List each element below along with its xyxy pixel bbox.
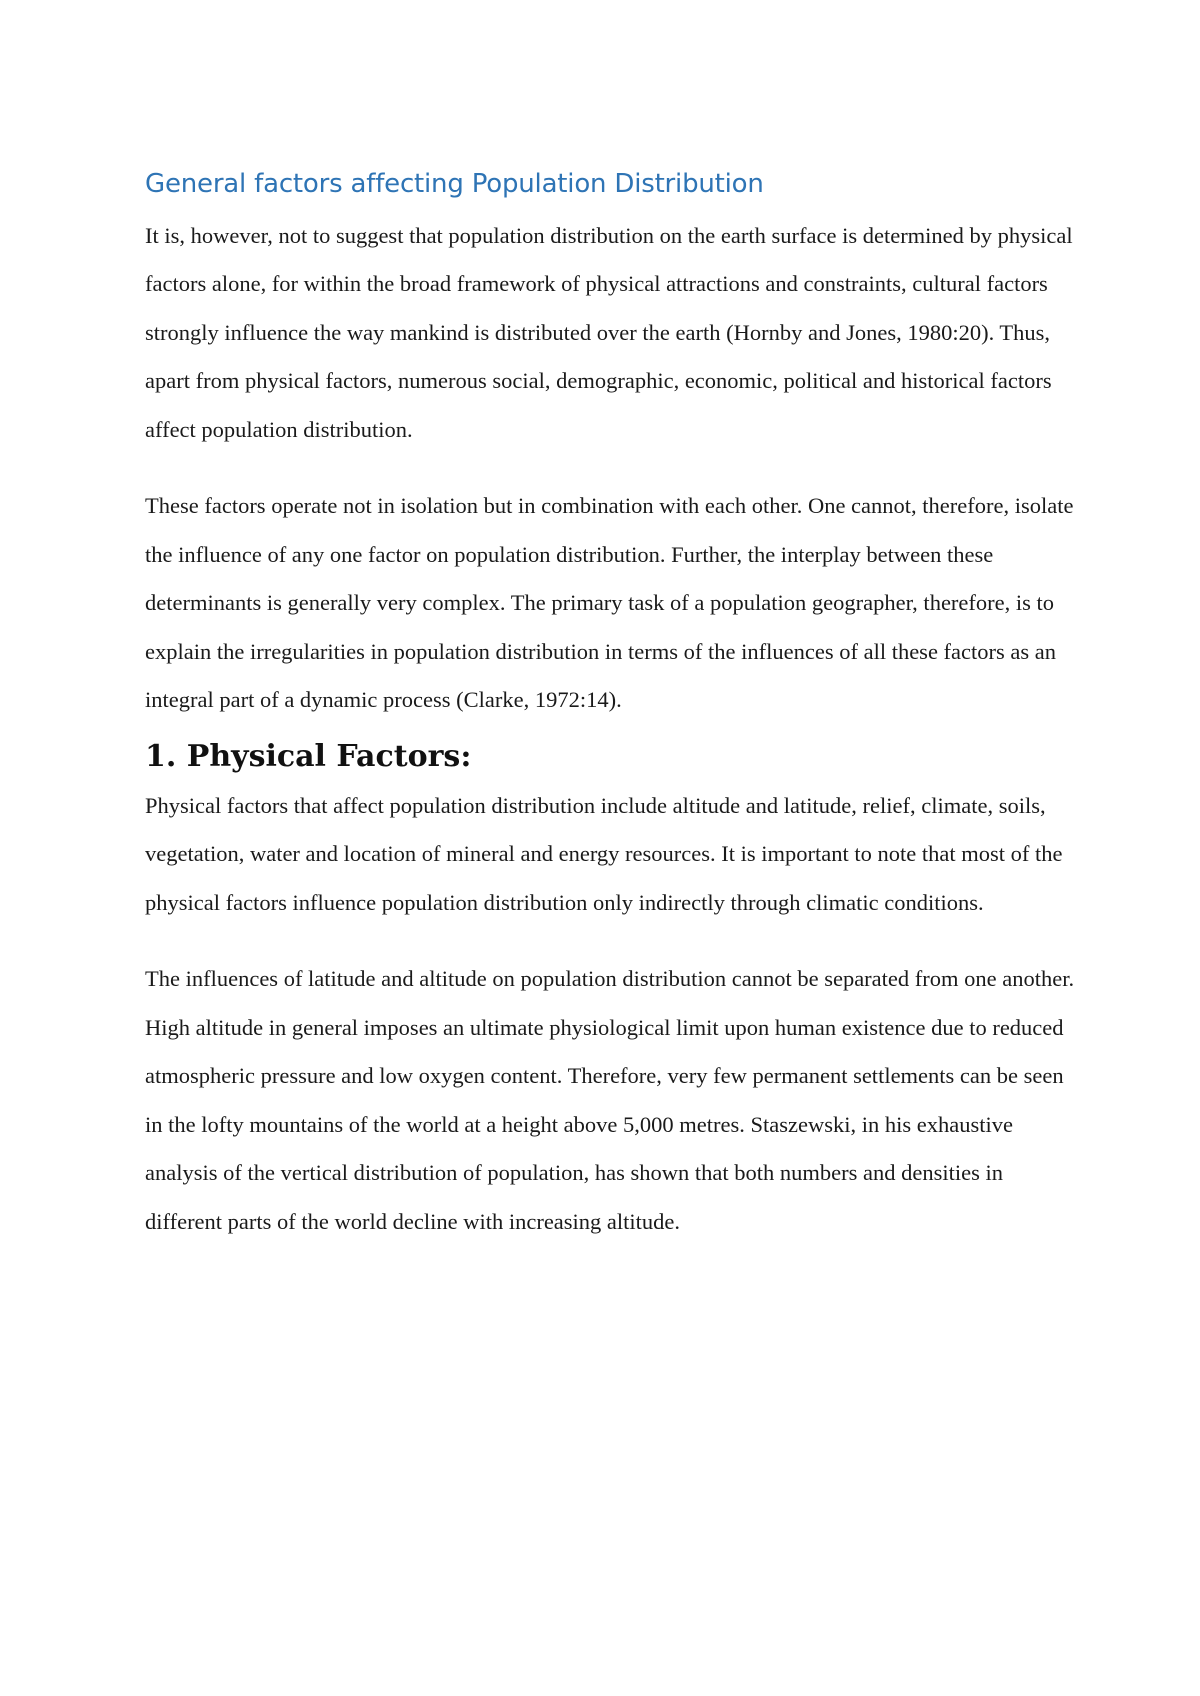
document-body bbox=[145, 168, 1075, 1246]
paragraph-physical-2: The influences of latitude and altitude on population distribution cannot be separated from one another. High altitude in general imposes an ultimate physiological limit upon human existence due to reduced atmospheric pressure and low oxygen content. Therefore, very few permanent settlements can be seen in the lofty mountains of the world at a height above 5,000 metres. Staszewski, in his exhaustive analysis of the vertical distribution of population, has shown that both numbers and densities in different parts of the world decline with increasing altitude. bbox=[145, 966, 1075, 1234]
paragraph-intro-2: These factors operate not in isolation but in combination with each other. One cannot, therefore, isolate the influence of any one factor on population distribution. Further, the interplay between these determinants is generally very complex. The primary task of a population geographer, therefore, is to explain the irregularities in population distribution in terms of the influences of all these factors as an integral part of a dynamic process (Clarke, 1972:14). bbox=[145, 493, 1074, 713]
document-title: General factors affecting Population Distribution bbox=[145, 169, 764, 199]
paragraph-intro-1: It is, however, not to suggest that population distribution on the earth surface is determined by physical factors alone, for within the broad framework of physical attractions and constraints, cultural factors strongly influence the way mankind is distributed over the earth (Hornby and Jones, 1980:20). Thus, apart from physical factors, numerous social, demographic, economic, political and historical factors affect population distribution. bbox=[145, 222, 1073, 442]
section-heading-physical-factors: 1. Physical Factors: bbox=[145, 738, 472, 774]
paragraph-physical-1: Physical factors that affect population distribution include altitude and latitude, relief, climate, soils, vegetation, water and location of mineral and energy resources. It is important to note that most of the physical factors influence population distribution only indirectly through climatic conditions. bbox=[145, 792, 1063, 915]
